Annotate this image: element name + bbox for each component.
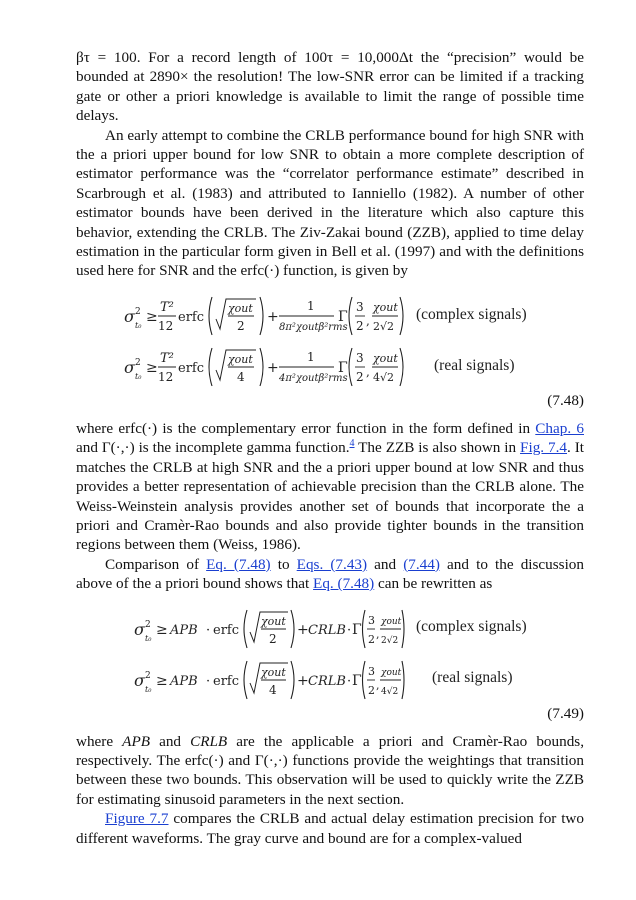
- t-squared: T²: [160, 299, 174, 315]
- link-eq-7-48[interactable]: Eq. (7.48): [206, 555, 271, 573]
- sigma-sub: t₀: [135, 320, 142, 330]
- equation-7-49: [76, 602, 584, 724]
- sigma-sub: t₀: [145, 684, 152, 694]
- gamma-den: 2√2: [373, 319, 395, 333]
- erfc-label: erfc: [178, 360, 204, 376]
- three: 3: [356, 299, 364, 314]
- apb-term: APB: [170, 622, 198, 638]
- chi-out: χout: [261, 665, 286, 679]
- sigma-sub: t₀: [135, 371, 142, 381]
- chi-out-2: χout: [381, 667, 402, 678]
- two: 2: [356, 369, 364, 384]
- sigma-sup: 2: [135, 357, 141, 368]
- equation-7-49-real-formula: [76, 653, 406, 704]
- equation-7-49-number: (7.49): [547, 704, 584, 722]
- link-eq-7-43[interactable]: Eqs. (7.43): [296, 555, 368, 573]
- link-eq-7-48-b[interactable]: Eq. (7.48): [313, 575, 375, 593]
- p4-text-a: Comparison of: [105, 555, 207, 573]
- paragraph-1: βτ = 100. For a record length of 100τ = 10,000Δt the “precision” would be bounded at 2890× the resolution! The low-SNR error can be limited if a tracking gate or other a priori knowledge is available to limit the range of possible time delays.: [76, 49, 584, 125]
- frac-den: 8π²χoutβ²rms: [279, 321, 348, 333]
- erfc-label: erfc: [213, 673, 239, 689]
- chi-out-2: χout: [373, 300, 398, 314]
- comma: ,: [366, 364, 370, 379]
- sigma-symbol: σ: [124, 306, 135, 326]
- p5-text-a: where: [76, 732, 123, 750]
- paragraph-5: [76, 732, 584, 810]
- two: 2: [368, 683, 375, 697]
- comma: ,: [376, 678, 380, 692]
- comma: ,: [366, 313, 370, 328]
- equation-7-48-number: (7.48): [547, 391, 584, 409]
- equation-7-49-real-row: [76, 653, 584, 704]
- chi-out: χout: [228, 352, 253, 366]
- geq-sign: ≥: [156, 672, 168, 689]
- frac-one: 1: [307, 349, 315, 364]
- three: 3: [356, 350, 364, 365]
- p4-text-c: and: [367, 555, 404, 573]
- chi-out: χout: [261, 614, 286, 628]
- geq-sign: ≥: [156, 621, 168, 638]
- dot-op-2: ·: [347, 622, 352, 638]
- footnote-4-link[interactable]: 4: [349, 438, 355, 450]
- sigma-symbol: σ: [134, 619, 145, 639]
- crlb-term: CRLB: [308, 622, 346, 638]
- p4-text-e: can be rewritten as: [374, 575, 493, 593]
- gamma-symbol: Γ: [338, 308, 348, 325]
- den-four: 4: [237, 369, 245, 384]
- dot-op: ·: [206, 622, 211, 638]
- equation-7-48-complex-label: (complex signals): [416, 305, 527, 323]
- dot-op: ·: [206, 673, 211, 689]
- page-body: [76, 48, 584, 848]
- chi-out-2: χout: [373, 351, 398, 365]
- plus-sign: +: [297, 621, 309, 638]
- link-eq-7-44[interactable]: (7.44): [403, 555, 440, 573]
- p3-text-d: . It matches the CRLB at high SNR and the a priori upper bound at low SNR and thus provides a better representation of achievable precision than the CRLB alone. The Weiss-Weinstein analysis provides another set of bounds that incorporate the a priori and Cramèr-Rao bounds and also provide tighter bounds in the transition regions between them (Weiss, 1986).: [76, 439, 584, 554]
- twelve: 12: [158, 318, 174, 333]
- sigma-symbol: σ: [134, 670, 145, 690]
- gamma-symbol: Γ: [352, 672, 362, 689]
- two: 2: [356, 318, 364, 333]
- p3-text-b: and Γ(·,·) is the incomplete gamma function.: [76, 439, 350, 457]
- chi-out-2: χout: [381, 616, 402, 627]
- den-two: 2: [269, 631, 277, 646]
- equation-7-49-real-label: (real signals): [432, 669, 513, 687]
- equation-7-48: [76, 289, 584, 411]
- link-figure-7-7[interactable]: Figure 7.7: [105, 810, 169, 828]
- plus-sign: +: [267, 308, 279, 325]
- link-fig-7-4[interactable]: Fig. 7.4: [520, 439, 567, 457]
- frac-den: 4π²χoutβ²rms: [279, 372, 348, 384]
- comma: ,: [376, 627, 380, 641]
- plus-sign: +: [297, 672, 309, 689]
- apb-term-text: APB: [122, 732, 151, 750]
- equation-7-49-complex-formula: [76, 602, 406, 653]
- erfc-label: erfc: [178, 309, 204, 325]
- gamma-symbol: Γ: [338, 359, 348, 376]
- gamma-den: 4√2: [373, 370, 395, 384]
- paragraph-2: An early attempt to combine the CRLB performance bound for high SNR with the a priori upper bound for low SNR to obtain a more complete description of estimator performance was the “correlator performance estimate” described in Scarbrough et al. (1983) and attributed to Ianniello (1982). A number of other estimator bounds have been derived in the literature which also capture this behavior, extending the CRLB. The Ziv-Zakai bound (ZZB), applied to time delay estimation in the particular form given in Bell et al. (1997) and with the definitions used here for SNR and the erfc(·) function, is given by: [76, 126, 584, 280]
- sigma-sub: t₀: [145, 633, 152, 643]
- paragraph-6: [76, 809, 584, 848]
- geq-sign: ≥: [146, 359, 158, 376]
- p5-text-c: are the applicable a priori and Cramèr-Rao bounds, respectively. The erfc(·) and Γ(·,·) functions provide the weightings that transition between these two bounds. This observation will be used to quickly write the ZZB for estimating sinusoid parameters in the next section.: [76, 732, 585, 808]
- p6-text-b: compares the CRLB and actual delay estimation precision for two different waveforms. The gray curve and bound are for a complex-valued: [76, 810, 584, 847]
- plus-sign: +: [267, 359, 279, 376]
- dot-op-2: ·: [347, 673, 352, 689]
- gamma-den: 4√2: [381, 686, 399, 697]
- equation-7-49-complex-row: [76, 602, 584, 653]
- gamma-symbol: Γ: [352, 621, 362, 638]
- paragraph-4: [76, 555, 584, 594]
- chi-out: χout: [228, 301, 253, 315]
- p3-text-a: where erfc(·) is the complementary error function in the form defined in: [76, 419, 536, 437]
- apb-term: APB: [170, 673, 198, 689]
- sigma-sup: 2: [145, 670, 151, 681]
- link-chap-6[interactable]: Chap. 6: [535, 419, 584, 437]
- two: 2: [368, 632, 375, 646]
- t-squared: T²: [160, 350, 174, 366]
- equation-7-48-real-row: [76, 340, 584, 391]
- twelve: 12: [158, 369, 174, 384]
- equation-7-48-real-formula: [76, 340, 406, 391]
- crlb-term-text: CRLB: [190, 732, 228, 750]
- equation-7-48-complex-formula: [76, 289, 406, 340]
- p4-text-b: to: [270, 555, 297, 573]
- sigma-sup: 2: [145, 619, 151, 630]
- den-two: 2: [237, 318, 245, 333]
- three: 3: [368, 664, 375, 678]
- p5-text-b: and: [150, 732, 191, 750]
- gamma-den: 2√2: [381, 635, 399, 646]
- frac-one: 1: [307, 298, 315, 313]
- sigma-symbol: σ: [124, 357, 135, 377]
- sigma-sup: 2: [135, 306, 141, 317]
- p3-text-c: The ZZB is also shown in: [354, 439, 521, 457]
- geq-sign: ≥: [146, 308, 158, 325]
- equation-7-48-real-label: (real signals): [434, 356, 515, 374]
- erfc-label: erfc: [213, 622, 239, 638]
- crlb-term: CRLB: [308, 673, 346, 689]
- three: 3: [368, 613, 375, 627]
- equation-7-49-complex-label: (complex signals): [416, 618, 527, 636]
- p4-text-d: and to the discussion above of the a priori bound shows that: [76, 555, 584, 593]
- paragraph-3: [76, 419, 584, 555]
- equation-7-48-complex-row: [76, 289, 584, 340]
- den-four: 4: [269, 682, 277, 697]
